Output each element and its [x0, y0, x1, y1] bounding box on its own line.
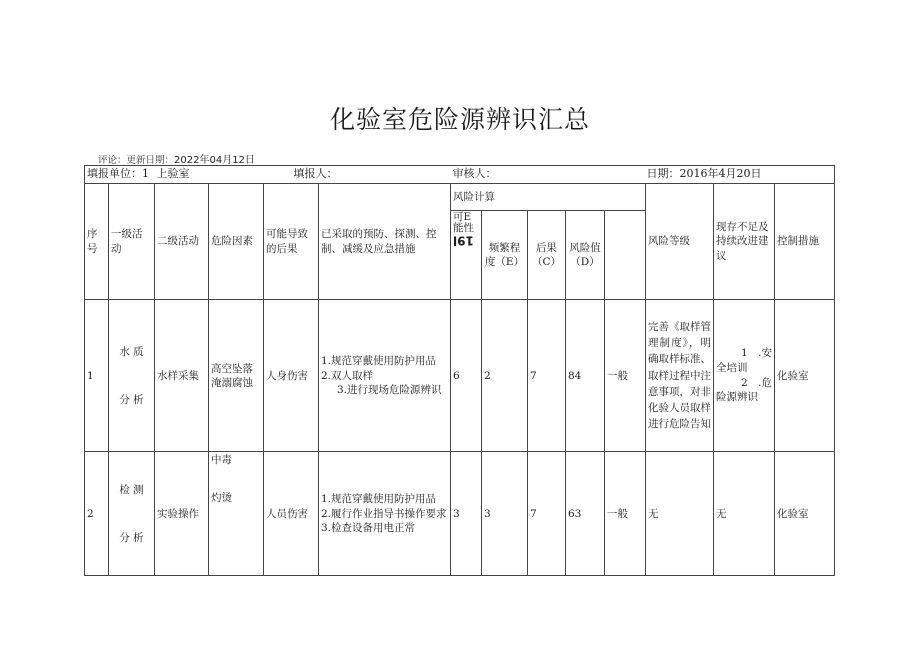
- row2-level1: [109, 452, 155, 576]
- row2-level1-a: 检 测: [119, 483, 144, 496]
- header-severity: 后果（C）: [528, 210, 566, 299]
- row2-e: 3: [482, 452, 528, 576]
- header-consequence: 可能导致的后果: [264, 183, 319, 299]
- reviewer-label: 审核人：: [451, 166, 605, 184]
- row1-c: 7: [528, 300, 566, 452]
- row2-hazard-a: 中毒: [211, 454, 232, 467]
- comment-label: 评论：更新日期：: [98, 155, 175, 166]
- row1-control-1b: 全培训: [716, 362, 748, 375]
- row1-measures: [319, 300, 451, 452]
- row1-level2: 水样采集: [155, 300, 209, 452]
- header-row-1: [85, 183, 835, 210]
- row2-hazard-b: 灼烫: [211, 492, 232, 505]
- table-row: [85, 452, 835, 576]
- row1-measure-1: 1.规范穿戴使用防护用品: [321, 355, 437, 368]
- row2-c: 7: [528, 452, 566, 576]
- row1-d: 84: [566, 300, 605, 452]
- probability-line-2: 能性: [453, 221, 474, 234]
- row1-level: 一般: [605, 300, 646, 452]
- header-hazard: 危险因素: [209, 183, 264, 299]
- header-measures: 已采取的预防、探测、控制、减缓及应急措施: [319, 183, 451, 299]
- row1-measure-2: 2.双人取样: [321, 369, 374, 382]
- row1-improvement: 完善《取样管理制度》，明确取样标准、取样过程中注意事项，对非化验人员取样进行危险告知: [646, 300, 714, 452]
- row2-level1-b: 分 析: [119, 531, 144, 544]
- page-title: 化验室危险源辨识汇总: [329, 105, 590, 134]
- row1-level1: [109, 300, 155, 452]
- row1-seq: 1: [85, 300, 109, 452]
- row1-hazard-a: 高空坠落: [211, 362, 253, 375]
- row1-level1-b: 分 析: [119, 393, 144, 406]
- header-level2: 二级活动: [155, 183, 209, 299]
- row1-control-1a: 1 .安: [740, 347, 772, 360]
- header-frequency: 频繁程度（E）: [482, 210, 528, 299]
- row2-control: 无: [714, 452, 775, 576]
- row2-hazard: [209, 452, 264, 576]
- row2-level2: 实验操作: [155, 452, 209, 576]
- row2-seq: 2: [85, 452, 109, 576]
- header-seq: 序号: [85, 183, 109, 299]
- row1-l: 6: [451, 300, 482, 452]
- probability-line-1: 可E: [453, 210, 472, 223]
- row2-dept: 化验室: [775, 452, 835, 576]
- header-control: 控制措施: [775, 183, 835, 299]
- row1-level1-a: 水 质: [119, 345, 144, 358]
- update-comment: [98, 151, 255, 166]
- header-risk-calc: 风险计算: [451, 183, 646, 210]
- row1-e: 2: [482, 300, 528, 452]
- unit-value: 上验室: [155, 166, 264, 184]
- header-risk-level: 风险等级: [646, 183, 714, 299]
- info-row: [85, 166, 835, 184]
- row2-l: 3: [451, 452, 482, 576]
- row1-control-2a: 2 .危: [740, 376, 772, 389]
- row2-measure-3: 3.检查设备用电正常: [321, 521, 416, 534]
- probability-line-3: 19l: [453, 233, 474, 248]
- row1-control: [714, 300, 775, 452]
- hazard-table: [84, 165, 835, 576]
- row1-control-2b: 险源辨识: [716, 391, 758, 404]
- row2-consequence: 人员伤害: [264, 452, 319, 576]
- row1-consequence: 人身伤害: [264, 300, 319, 452]
- row2-measure-1: 1.规范穿戴使用防护用品: [321, 493, 437, 506]
- report-date: 日期：2016年4月20日: [605, 166, 835, 184]
- reporter-label: 填报人：: [264, 166, 451, 184]
- header-level1: 一级活动: [109, 183, 155, 299]
- row2-improvement: 无: [646, 452, 714, 576]
- header-risk-value: 风险值（D）: [566, 210, 605, 299]
- header-improvement: 现存不足及持续改进建议: [714, 183, 775, 299]
- row1-measure-3: 3.进行现场危险源辨识: [337, 383, 442, 396]
- unit-label: 填报单位：1: [85, 166, 155, 184]
- row1-hazard-b: 淹溺腐蚀: [211, 376, 253, 389]
- row2-measure-2: 2.履行作业指导书操作要求: [321, 507, 447, 520]
- row2-level: 一般: [605, 452, 646, 576]
- row2-measures: [319, 452, 451, 576]
- update-date: 2022年04月12日: [174, 155, 255, 166]
- row1-hazard: [209, 300, 264, 452]
- row2-d: 63: [566, 452, 605, 576]
- row1-dept: 化验室: [775, 300, 835, 452]
- header-probability: [451, 210, 482, 299]
- table-row: [85, 300, 835, 452]
